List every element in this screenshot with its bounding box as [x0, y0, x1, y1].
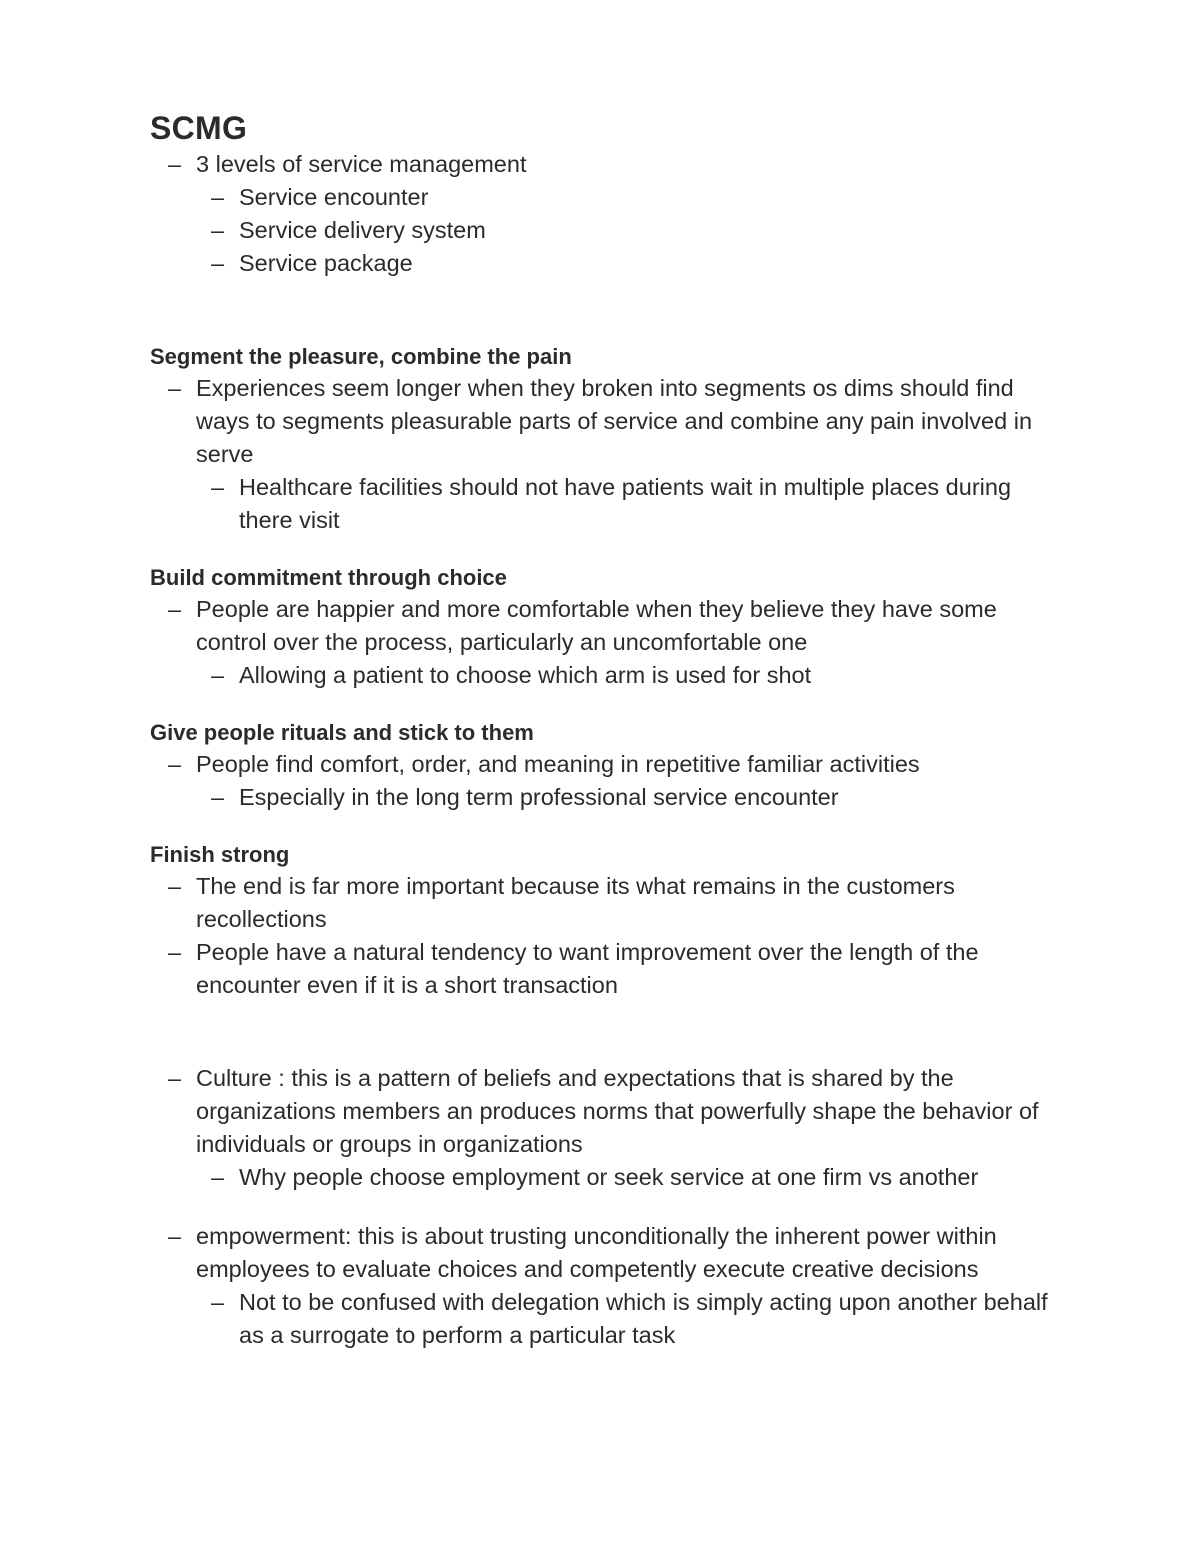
- list-item-text: Experiences seem longer when they broken into segments os dims should find ways to segments pleasurable parts of service and combine any pain involved in serve: [196, 375, 1033, 467]
- section-list: [150, 593, 1070, 659]
- sublist-item-text: Service encounter: [239, 184, 429, 210]
- list-item-text: Culture : this is a pattern of beliefs and expectations that is shared by the organizations members an produces norms that powerfully shape the behavior of individuals or groups in organizations: [196, 1065, 1039, 1157]
- spacer: [150, 692, 1070, 718]
- sublist-item: [150, 659, 1070, 692]
- dash-bullet: –: [211, 662, 225, 688]
- culture-list: [150, 1062, 1070, 1161]
- spacer: [150, 537, 1070, 563]
- list-item: [150, 1062, 1070, 1161]
- dash-bullet: –: [211, 250, 225, 276]
- sublist-item: [150, 471, 1070, 537]
- list-item: [150, 870, 1070, 936]
- sublist-item-text: Especially in the long term professional service encounter: [239, 784, 839, 810]
- section-sublist: [150, 471, 1070, 537]
- sublist-item: [150, 1161, 1070, 1194]
- dash-bullet: –: [168, 939, 182, 965]
- spacer: [150, 280, 1070, 342]
- dash-bullet: –: [168, 596, 182, 622]
- intro-sublist: [150, 181, 1070, 280]
- list-item: [150, 148, 1070, 181]
- dash-bullet: –: [168, 1223, 182, 1249]
- list-item-text: People find comfort, order, and meaning in repetitive familiar activities: [196, 751, 920, 777]
- sublist-item-text: Allowing a patient to choose which arm is used for shot: [239, 662, 812, 688]
- spacer: [150, 814, 1070, 840]
- list-item-text: People have a natural tendency to want improvement over the length of the encounter even if it is a short transaction: [196, 939, 979, 998]
- section-list: [150, 748, 1070, 781]
- dash-bullet: –: [211, 1164, 225, 1190]
- list-item-text: 3 levels of service management: [196, 151, 527, 177]
- list-item-text: The end is far more important because its what remains in the customers recollections: [196, 873, 955, 932]
- dash-bullet: –: [211, 784, 225, 810]
- list-item-text: People are happier and more comfortable when they believe they have some control over the process, particularly an uncomfortable one: [196, 596, 997, 655]
- list-item: [150, 593, 1070, 659]
- document-page: [150, 108, 1070, 1352]
- section-list: [150, 372, 1070, 471]
- sublist-item-text: Service delivery system: [239, 217, 486, 243]
- sublist-item: [150, 1286, 1070, 1352]
- list-item: [150, 748, 1070, 781]
- dash-bullet: –: [211, 474, 225, 500]
- sublist-item-text: Service package: [239, 250, 413, 276]
- spacer: [150, 1002, 1070, 1062]
- empowerment-sublist: [150, 1286, 1070, 1352]
- section-heading: Segment the pleasure, combine the pain: [150, 344, 572, 369]
- culture-sublist: [150, 1161, 1070, 1194]
- section-heading: Finish strong: [150, 842, 290, 867]
- dash-bullet: –: [211, 1289, 225, 1315]
- sublist-item: [150, 781, 1070, 814]
- empowerment-list: [150, 1220, 1070, 1286]
- dash-bullet: –: [168, 751, 182, 777]
- dash-bullet: –: [168, 375, 182, 401]
- list-item: [150, 936, 1070, 1002]
- spacer: [150, 1194, 1070, 1220]
- dash-bullet: –: [168, 873, 182, 899]
- intro-list: [150, 148, 1070, 181]
- list-item: [150, 1220, 1070, 1286]
- section-heading: Give people rituals and stick to them: [150, 720, 534, 745]
- sublist-item: [150, 247, 1070, 280]
- dash-bullet: –: [211, 217, 225, 243]
- section-sublist: [150, 659, 1070, 692]
- sublist-item-text: Healthcare facilities should not have patients wait in multiple places during there visit: [239, 474, 1012, 533]
- section-sublist: [150, 781, 1070, 814]
- dash-bullet: –: [211, 184, 225, 210]
- page-title: SCMG: [150, 110, 248, 146]
- section-heading: Build commitment through choice: [150, 565, 507, 590]
- list-item: [150, 372, 1070, 471]
- dash-bullet: –: [168, 1065, 182, 1091]
- dash-bullet: –: [168, 151, 182, 177]
- section-list: [150, 870, 1070, 1002]
- sublist-item-text: Not to be confused with delegation which is simply acting upon another behalf as a surrogate to perform a particular task: [239, 1289, 1048, 1348]
- list-item-text: empowerment: this is about trusting unconditionally the inherent power within employees to evaluate choices and competently execute creative decisions: [196, 1223, 997, 1282]
- sublist-item-text: Why people choose employment or seek service at one firm vs another: [239, 1164, 979, 1190]
- sublist-item: [150, 181, 1070, 214]
- sublist-item: [150, 214, 1070, 247]
